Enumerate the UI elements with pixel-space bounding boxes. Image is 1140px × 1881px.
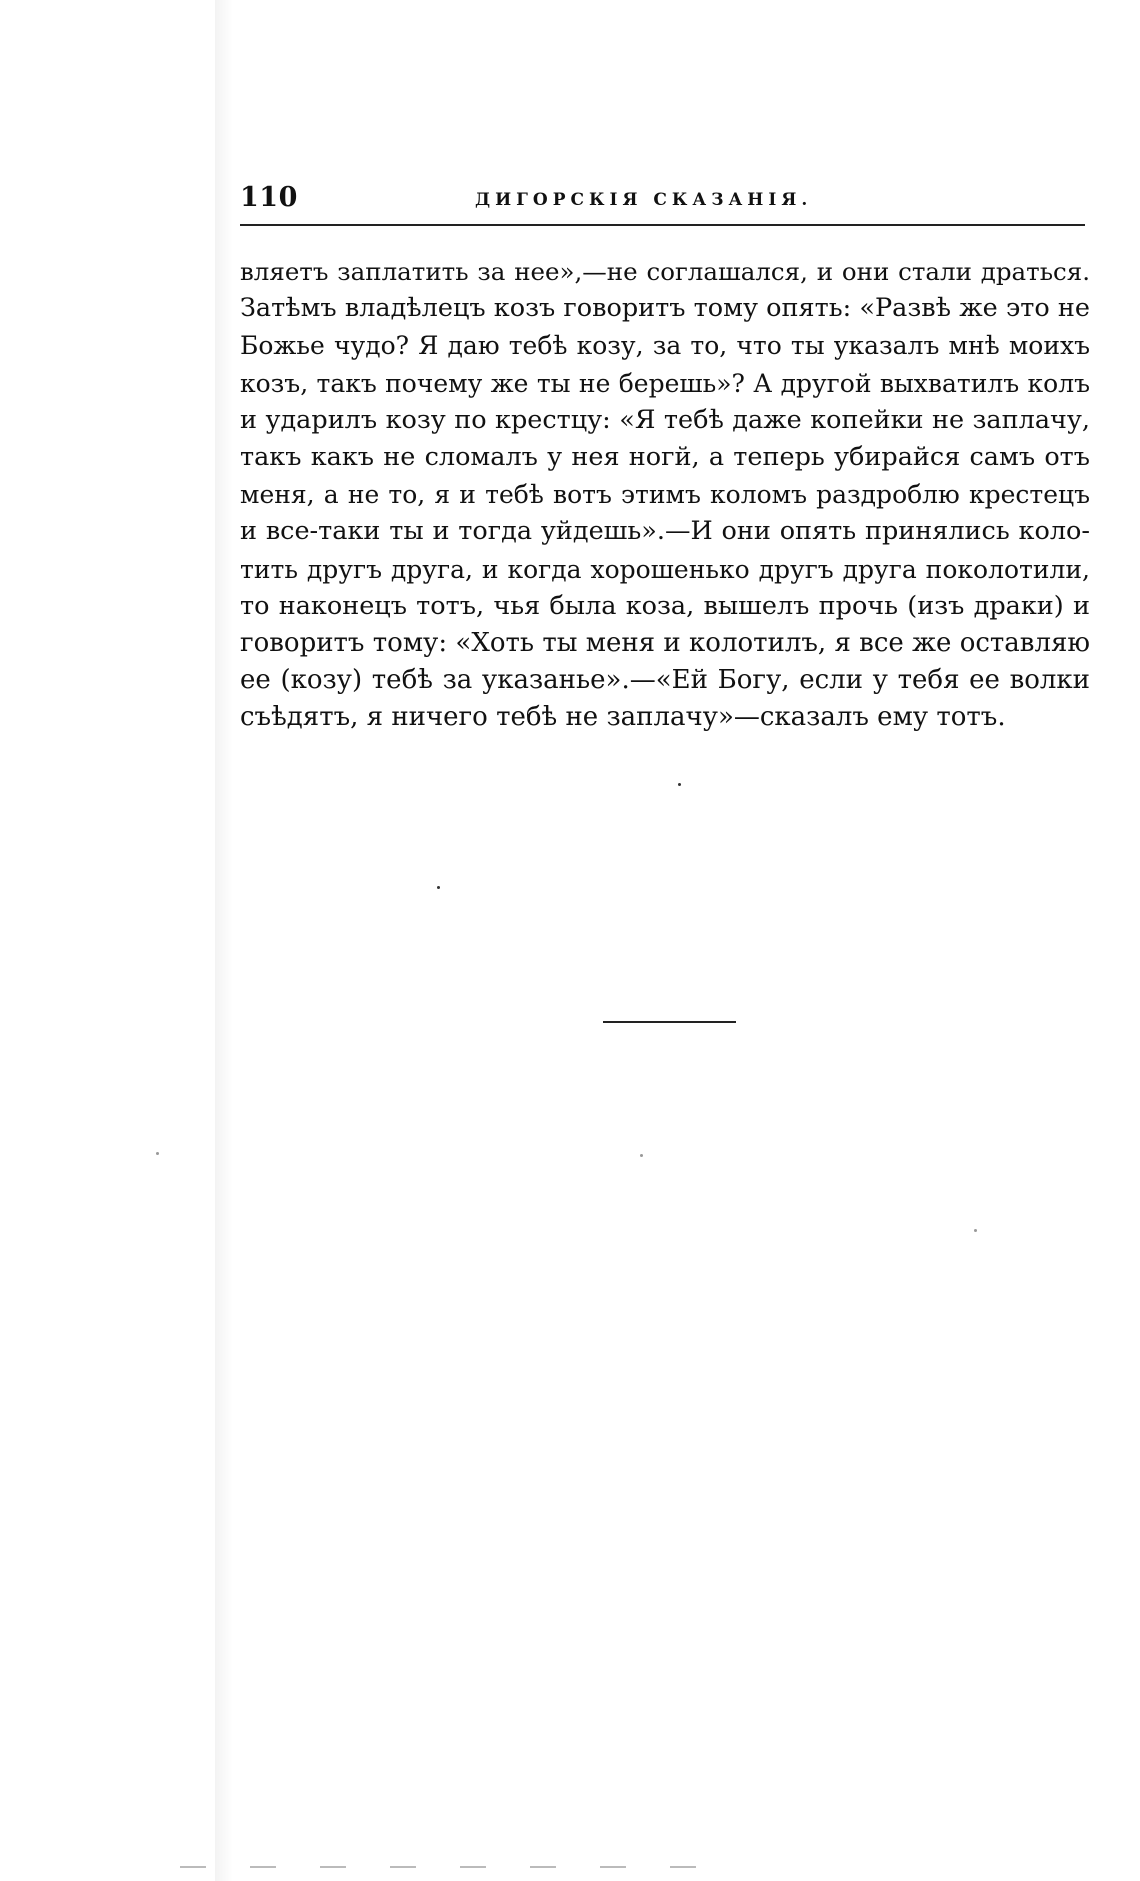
text-line: вляетъ заплатить за нее»,—не соглашался, и они стали драться. xyxy=(240,257,1090,286)
text-line: такъ какъ не сломалъ у нея ногй, а теперь убирайся самъ отъ xyxy=(240,441,1090,472)
header-rule xyxy=(240,224,1085,226)
text-line: меня, а не то, я и тебѣ вотъ этимъ коломъ раздроблю крестецъ xyxy=(240,480,1090,510)
text-line: говоритъ тому: «Хоть ты меня и колотилъ, я все же оставляю xyxy=(240,627,1090,658)
text-line: ее (козу) тебѣ за указанье».—«Ей Богу, если у тебя ее волки xyxy=(240,665,1090,696)
print-speck xyxy=(678,783,681,786)
text-line: тить другъ друга, и когда хорошенько другъ друга поколотили, xyxy=(240,554,1090,584)
page-header xyxy=(240,182,1085,230)
print-speck xyxy=(640,1154,643,1157)
text-line: козъ, такъ почему же ты не берешь»? А другой выхватилъ колъ xyxy=(240,368,1090,398)
text-line: Божье чудо? Я даю тебѣ козу, за то, что ты указалъ мнѣ моихъ xyxy=(240,331,1090,361)
page-number: 110 xyxy=(240,182,298,213)
running-title: ДИГОРСКІЯ СКАЗАНІЯ. xyxy=(475,190,813,210)
print-speck xyxy=(437,886,440,889)
text-line: то наконецъ тотъ, чья была коза, вышелъ прочь (изъ драки) и xyxy=(240,590,1090,621)
text-line: и ударилъ козу по крестцу: «Я тебѣ даже копейки не заплачу, xyxy=(240,404,1090,435)
body-text xyxy=(240,253,1090,736)
page-gutter-shadow xyxy=(215,0,233,1881)
text-line: и все-таки ты и тогда уйдешь».—И они опять принялись коло- xyxy=(240,516,1090,547)
text-line: съѣдятъ, я ничего тебѣ не заплачу»—сказалъ ему тотъ. xyxy=(240,702,1006,733)
print-speck xyxy=(156,1152,159,1155)
print-speck xyxy=(974,1229,977,1232)
scan-edge-marks xyxy=(180,1866,780,1872)
end-rule xyxy=(603,1021,736,1023)
text-line: Затѣмъ владѣлецъ козъ говоритъ тому опять: «Развѣ же это не xyxy=(240,293,1090,324)
